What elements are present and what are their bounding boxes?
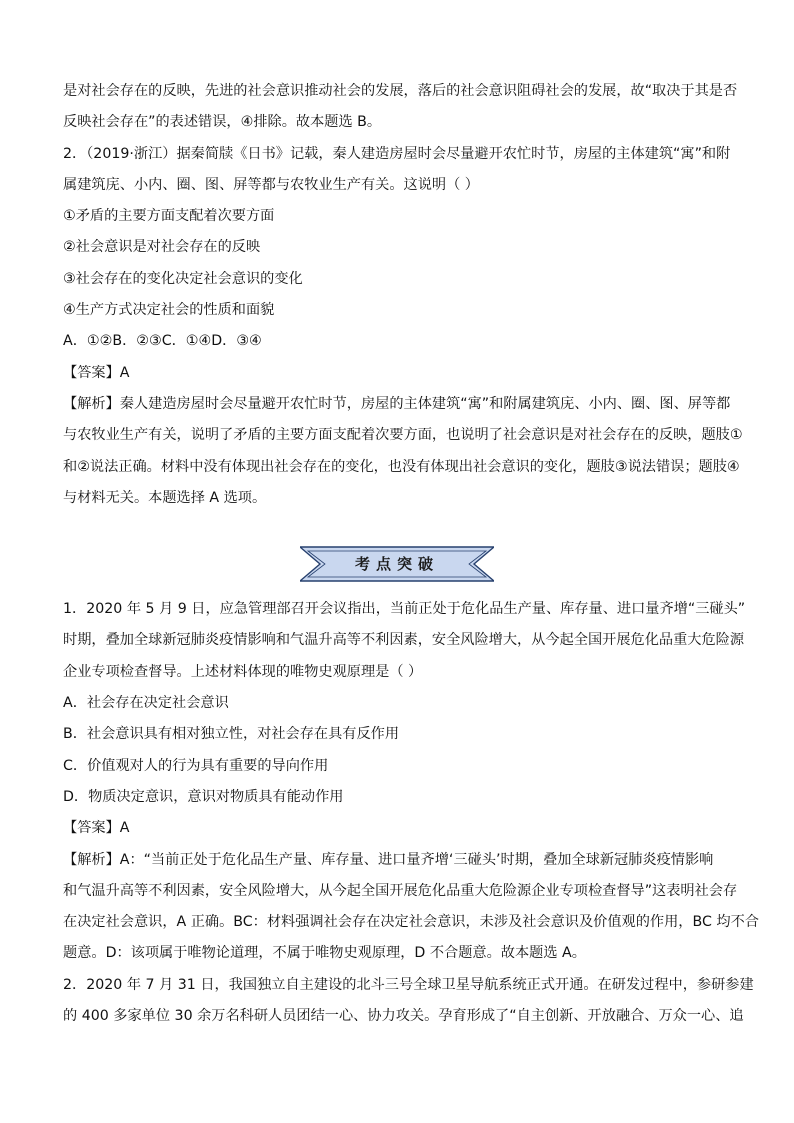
answer-option: C．价值观对人的行为具有重要的导向作用 — [63, 757, 329, 774]
answer-option: B．社会意识具有相对独立性，对社会存在具有反作用 — [63, 726, 400, 743]
analysis-line: 和气温升高等不利因素，安全风险增大，从今起全国开展危化品重大危险源企业专项检查督导”这表明社会存 — [63, 882, 738, 899]
analysis-line: 在决定社会意识，A 正确。BC：材料强调社会存在决定社会意识，未涉及社会意识及价值观的作用，BC 均不合 — [63, 914, 759, 931]
analysis-line: 题意。D：该项属于唯物论道理，不属于唯物史观原理，D 不合题意。故本题选 A。 — [63, 945, 586, 962]
statement-item: ①矛盾的主要方面支配着次要方面 — [63, 208, 275, 225]
question-stem-line: 2．2020 年 7 月 31 日，我国独立自主建设的北斗三号全球卫星导航系统正式开通。在研发过程中，参研参建 — [63, 976, 754, 993]
answer-options: A．①②B．②③C．①④D．③④ — [63, 333, 262, 350]
question-stem-line: 企业专项检查督导。上述材料体现的唯物史观原理是（ ） — [63, 663, 423, 680]
banner-label: 考点突破 — [354, 555, 439, 573]
question-stem-line: 的 400 多家单位 30 余万名科研人员团结一心、协力攻关。孕育形成了“自主创新、开放融合、万众一心、追 — [63, 1008, 744, 1025]
statement-item: ②社会意识是对社会存在的反映 — [63, 239, 261, 256]
question-block — [63, 594, 759, 970]
question-stem-line: 2．（2019·浙江）据秦简牍《日书》记载，秦人建造房屋时会尽量避开农忙时节，房屋的主体建筑“寓”和附 — [63, 145, 731, 162]
question-stem-line: 时期，叠加全球新冠肺炎疫情影响和气温升高等不利因素，安全风险增大，从今起全国开展危化品重大危险源 — [63, 632, 745, 649]
analysis-line: 与材料无关。本题选择 A 选项。 — [63, 489, 267, 506]
answer-option: A．社会存在决定社会意识 — [63, 695, 229, 712]
section-banner — [300, 544, 494, 584]
previous-analysis-continuation — [63, 76, 738, 139]
analysis-line: 和②说法正确。材料中没有体现出社会存在的变化，也没有体现出社会意识的变化，题肢③说法错误；题肢④ — [63, 458, 740, 475]
analysis-line: 【解析】A：“当前正处于危化品生产量、库存量、进口量齐增‘三碰头’时期，叠加全球新冠肺炎疫情影响 — [63, 851, 714, 868]
analysis-line: 【解析】秦人建造房屋时会尽量避开农忙时节，房屋的主体建筑“寓”和附属建筑庑、小内、圈、图、屏等都 — [63, 395, 731, 412]
statement-item: ④生产方式决定社会的性质和面貌 — [63, 302, 275, 319]
question-block — [63, 970, 754, 1033]
statement-item: ③社会存在的变化决定社会意识的变化 — [63, 270, 303, 287]
answer-label: 【答案】A — [63, 820, 130, 837]
answer-label: 【答案】A — [63, 364, 130, 381]
text-line: 是对社会存在的反映，先进的社会意识推动社会的发展，落后的社会意识阻碍社会的发展，故“取决于其是否 — [63, 83, 738, 99]
question-stem-line: 属建筑庑、小内、圈、图、屏等都与农牧业生产有关。这说明（ ） — [63, 176, 479, 193]
question-block — [63, 139, 743, 515]
text-line: 反映社会存在”的表述错误，④排除。故本题选 B。 — [63, 114, 382, 131]
analysis-line: 与农牧业生产有关，说明了矛盾的主要方面支配着次要方面，也说明了社会意识是对社会存在的反映，题肢① — [63, 427, 743, 444]
question-stem-line: 1．2020 年 5 月 9 日，应急管理部召开会议指出，当前正处于危化品生产量、库存量、进口量齐增“三碰头” — [63, 601, 746, 618]
answer-option: D．物质决定意识，意识对物质具有能动作用 — [63, 788, 344, 805]
